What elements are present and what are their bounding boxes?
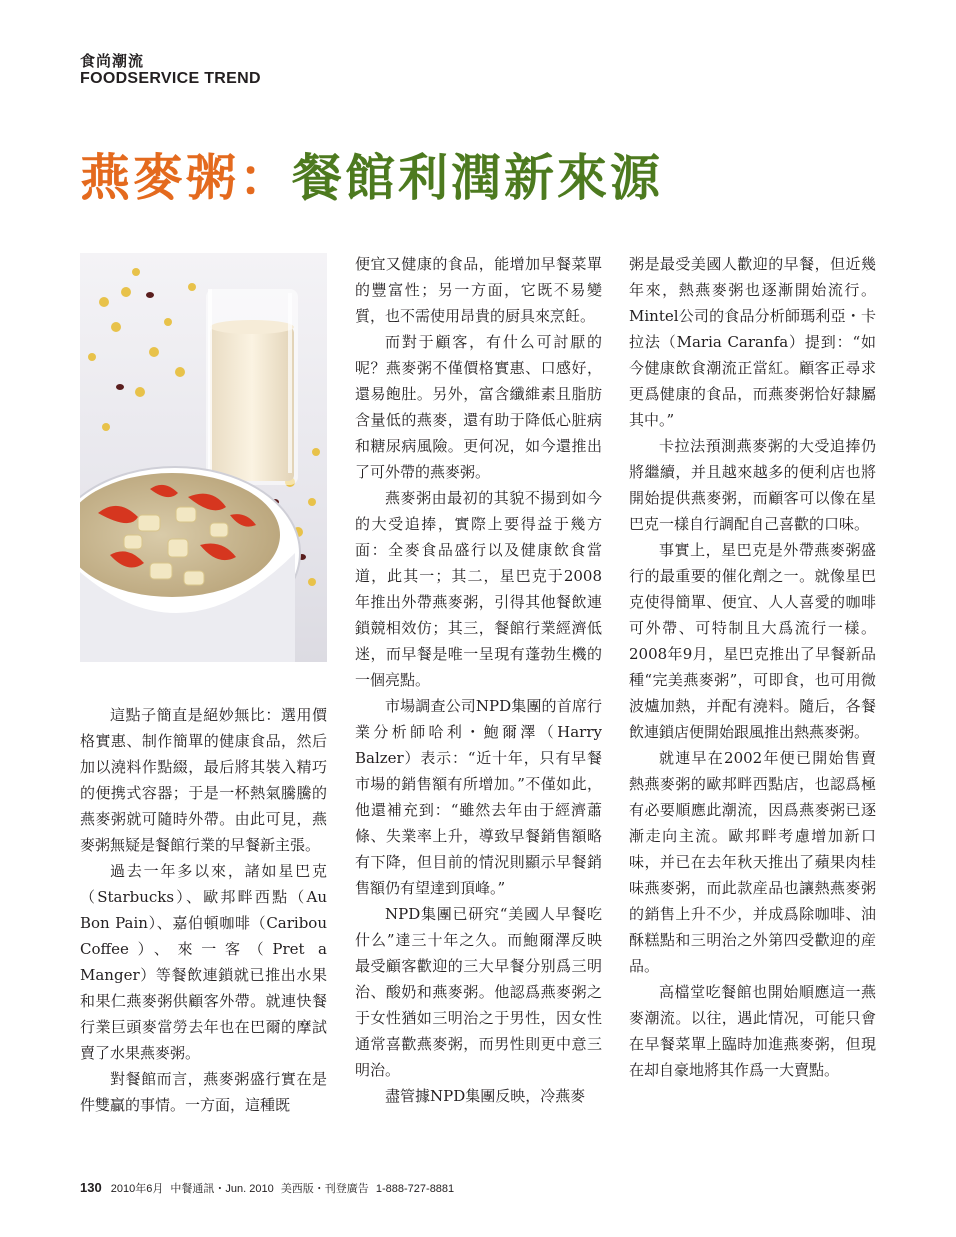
- magazine-name: 中餐通訊・Jun. 2010: [170, 1183, 274, 1195]
- paragraph: 燕麥粥由最初的其貌不揚到如今的大受追捧，實際上要得益于幾方面：全麥食品盛行以及健康飲食當道，此其一；其二，星巴克于2008年推出外帶燕麥粥，引得其他餐飲連鎖競相效仿；其三，餐館行業經濟低迷，而早餐是唯一呈現有蓬勃生機的一個亮點。: [355, 489, 602, 689]
- paragraph: 這點子簡直是絕妙無比：選用價格實惠、制作簡單的健康食品，然后加以澆料作點綴，最后將其裝入精巧的便携式容器；于是一杯熱氣騰騰的燕麥粥就可隨時外帶。由此可見，燕麥粥無疑是餐館行業的早餐新主張。: [80, 706, 327, 854]
- article-title: [80, 138, 663, 210]
- paragraph: 便宜又健康的食品，能增加早餐菜單的豐富性；另一方面，它既不易變質，也不需使用昂貴的厨具來烹飪。: [355, 255, 602, 325]
- article-column-2: [355, 251, 602, 1109]
- title-part1: 燕麥粥：: [80, 148, 292, 207]
- phone-number: 1-888-727-8881: [375, 1183, 455, 1195]
- paragraph: 市場調查公司NPD集團的首席行業分析師哈利・鮑爾澤（Harry Balzer）表示：“近十年，只有早餐市場的銷售額有所增加。”不僅如此，他還補充到：“雖然去年由于經濟蕭條、失業率上升，導致早餐銷售額略有下降，但目前的情況則顯示早餐銷售額仍有望達到頂峰。”: [355, 697, 602, 897]
- issue-date: 2010年6月: [110, 1183, 164, 1195]
- oatmeal-photo: [80, 253, 327, 662]
- paragraph: 卡拉法預測燕麥粥的大受追捧仍將繼續，并且越來越多的便利店也將開始提供燕麥粥，而顧客可以像在星巴克一樣自行調配自己喜歡的口味。: [629, 437, 876, 533]
- paragraph: 對餐館而言，燕麥粥盛行實在是件雙贏的事情。一方面，這種既: [80, 1070, 327, 1114]
- title-part2: 餐館利潤新來源: [292, 148, 663, 207]
- section-label-en: FOODSERVICE TREND: [80, 70, 261, 87]
- article-column-3: [629, 251, 876, 1083]
- page-number: 130: [80, 1180, 102, 1195]
- paragraph: 高檔堂吃餐館也開始順應這一燕麥潮流。以往，遇此情况，可能只會在早餐菜單上臨時加進燕麥粥，但現在却自豪地將其作爲一大賣點。: [629, 983, 876, 1079]
- paragraph: 過去一年多以來，諸如星巴克（Starbucks）、歐邦畔西點（Au Bon Pain）、嘉伯頓咖啡（Caribou Coffee）、來一客（Pret a Manger）等餐飲連鎖就已推出水果和果仁燕麥粥供顧客外帶。就連快餐行業巨頭麥當勞去年也在巴爾的摩試賣了水果燕麥粥。: [80, 862, 327, 1062]
- paragraph: 盡管據NPD集團反映，冷燕麥: [385, 1087, 586, 1105]
- oatmeal-bowl-and-soy-milk-photo-icon: [80, 253, 327, 662]
- paragraph: 事實上，星巴克是外帶燕麥粥盛行的最重要的催化劑之一。就像星巴克使得簡單、便宜、人人喜愛的咖啡可外帶、可特制且大爲流行一樣。2008年9月，星巴克推出了早餐新品種“完美燕麥粥”，可即食，也可用微波爐加熱，并配有澆料。隨后，各餐飲連鎖店便開始跟風推出熱燕麥粥。: [629, 541, 876, 741]
- edition-label: 美西版・刊登廣告: [280, 1183, 369, 1195]
- section-label-cn: 食尚潮流: [80, 52, 145, 70]
- page-footer: [80, 1180, 458, 1196]
- paragraph: 而對于顧客，有什么可討厭的呢？燕麥粥不僅價格實惠、口感好，還易飽肚。另外，富含纖維素且脂肪含量低的燕麥，還有助于降低心脏病和糖尿病風險。更何况，如今還推出了可外帶的燕麥粥。: [355, 333, 602, 481]
- paragraph: NPD集團已研究“美國人早餐吃什么”達三十年之久。而鮑爾澤反映最受顧客歡迎的三大早餐分别爲三明治、酸奶和燕麥粥。他認爲燕麥粥之于女性猶如三明治之于男性，因女性通常喜歡燕麥粥，而男性則更中意三明治。: [355, 905, 602, 1079]
- paragraph: 就連早在2002年便已開始售賣熱燕麥粥的歐邦畔西點店，也認爲極有必要順應此潮流，因爲燕麥粥已逐漸走向主流。歐邦畔考慮增加新口味，并已在去年秋天推出了蘋果肉桂味燕麥粥，而此款産品也讓熱燕麥粥的銷售上升不少，并成爲除咖啡、油酥糕點和三明治之外第四受歡迎的産品。: [629, 749, 876, 975]
- article-column-1: [80, 702, 327, 1118]
- paragraph: 粥是最受美國人歡迎的早餐，但近幾年來，熱燕麥粥也逐漸開始流行。Mintel公司的食品分析師瑪利亞・卡拉法（Maria Caranfa）提到：“如今健康飲食潮流正當紅。顧客正尋求更爲健康的食品，而燕麥粥恰好隸屬其中。”: [629, 255, 876, 429]
